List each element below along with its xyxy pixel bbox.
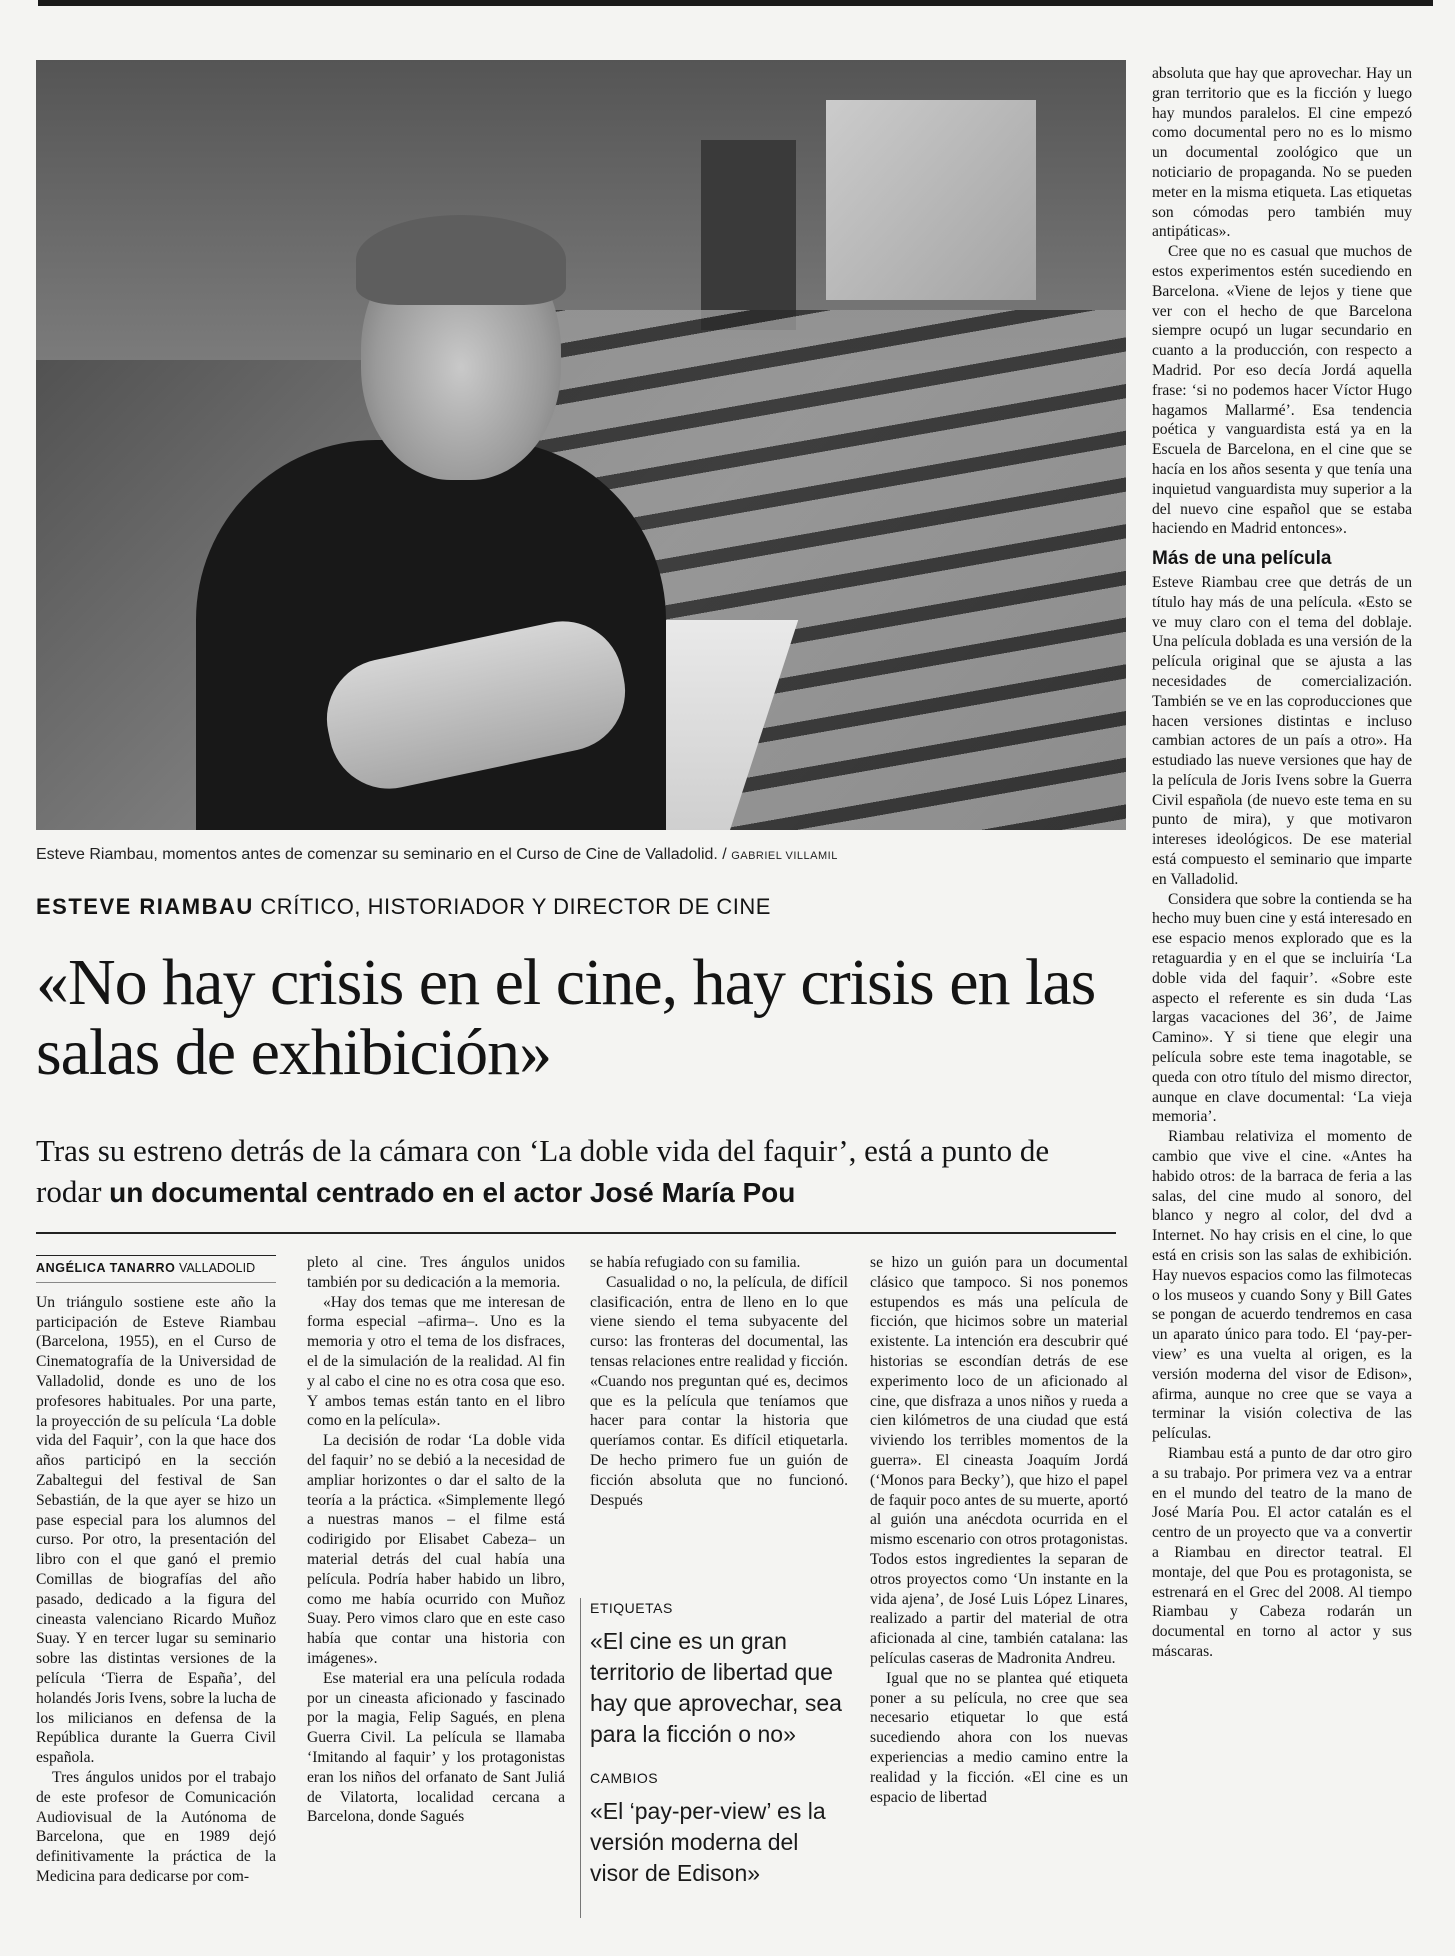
headline: «No hay crisis en el cine, hay crisis en las salas de exhibición» bbox=[36, 946, 1096, 1089]
paragraph: absoluta que hay que aprovechar. Hay un gran territorio que es la ficción y luego hay mundos paralelos. El cine empezó como documental pero no es lo mismo un documental zoológico que un noticiario de propaganda. No se pueden meter en la misma etiqueta. Las etiquetas son cómodas pero también muy antipáticas». bbox=[1152, 65, 1412, 241]
top-rule bbox=[38, 0, 1433, 6]
paragraph: Cree que no es casual que muchos de estos experimentos estén sucediendo en Barcelona. «Viene de lejos y tiene que ver con el hecho de que Barcelona siempre ocupó un lugar secundario en cuanto a la producción, con respecto a Madrid. Por eso decía Jordá aquella frase: ‘si no podemos hacer Víctor Hugo hagamos Mallarmé’. Esa tendencia poética y vanguardista está ya en la Escuela de Barcelona, en el cine que se hacía en los años sesenta y que tenía una inquietud vanguardista muy superior a la del nuevo cine español que se estaba haciendo en Madrid entonces». bbox=[1152, 243, 1412, 538]
kicker-role: CRÍTICO, HISTORIADOR Y DIRECTOR DE CINE bbox=[260, 894, 771, 919]
paragraph: pleto al cine. Tres ángulos unidos también por su dedicación a la memoria. bbox=[307, 1254, 565, 1291]
paragraph: se había refugiado con su familia. bbox=[590, 1254, 801, 1271]
photo-caption bbox=[36, 846, 1136, 864]
article-photo bbox=[36, 60, 1126, 830]
kicker bbox=[36, 894, 1136, 920]
photo-caption-text: Esteve Riambau, momentos antes de comenzar su seminario en el Curso de Cine de Valladolid. / bbox=[36, 846, 727, 863]
column-1 bbox=[36, 1255, 276, 1887]
column-5 bbox=[1152, 64, 1412, 1662]
kicker-name: ESTEVE RIAMBAU bbox=[36, 894, 254, 919]
subheadline bbox=[36, 1130, 1116, 1213]
paragraph: Considera que sobre la contienda se ha hecho muy buen cine y está interesado en ese espacio menos explorado que es la retaguardia y en el que se incluiría ‘La doble vida del faquir’. «Sobre este aspecto el referente es sin duda ‘Las largas vacaciones del 36’, de Jaime Camino». Y si tiene que elegir una película sobre este tema inagotable, se queda con otro título del mismo director, aunque en clave documental: ‘La vieja memoria’. bbox=[1152, 890, 1412, 1126]
paragraph: La decisión de rodar ‘La doble vida del faquir’ no se debió a la necesidad de ampliar horizontes o dar el salto de la teoría a la práctica. «Simplemente llegó a nuestras manos – el filme está codirigido por Elisabet Cabeza– un material detrás del cual había una película. Podría haber habido un libro, como me había ocurrido con Muñoz Suay. Pero vimos claro que en este caso había que contar una historia con imágenes». bbox=[307, 1432, 565, 1667]
paragraph: Esteve Riambau cree que detrás de un título hay más de una película. «Esto se ve muy claro con el tema del doblaje. Una película doblada es una versión de la película original que se ajusta a las necesidades de comercialización. También se ve en las coproducciones que hacen versiones distintas e incluso cambian actores de un país a otro». Ha estudiado las nueve versiones que hay de la película de Joris Ivens sobre la Guerra Civil española (de nuevo este tema en su punto de mira), y que motivaron intereses ideológicos. De ese material está compuesto el seminario que imparte en Valladolid. bbox=[1152, 573, 1412, 888]
byline bbox=[36, 1255, 276, 1283]
column-2 bbox=[307, 1253, 565, 1827]
pull-quotes bbox=[590, 1598, 848, 1909]
byline-place: VALLADOLID bbox=[178, 1261, 256, 1275]
paragraph: Ese material era una película rodada por un cineasta aficionado y fascinado por la magia, Felip Sagués, en plena Guerra Civil. La película se llamaba ‘Imitando al faquir’ y los protagonistas eran los niños del orfanato de Sant Juliá de Vilatorta, localidad cercana a Barcelona, donde Sagués bbox=[307, 1669, 565, 1826]
photo-person bbox=[126, 210, 606, 830]
paragraph: Riambau está a punto de dar otro giro a su trabajo. Por primera vez va a entrar en el mundo del teatro de la mano de José María Pou. El actor catalán es el centro de un proyecto que va a convertir a Riambau en director teatral. El montaje, del que Pou es protagonista, se estrenará en el Grec del 2008. Al tiempo Riambau y Cabeza rodarán un documental en torno al actor y sus máscaras. bbox=[1152, 1444, 1412, 1660]
photo-projection-screen bbox=[826, 100, 1036, 300]
paragraph: «Hay dos temas que me interesan de forma especial –afirma–. Uno es la memoria y otro el tema de los disfraces, el de la simulación de la realidad. Al fin y al cabo el cine no es otra cosa que eso. Y ambos temas están tanto en el libro como en la película». bbox=[307, 1293, 565, 1430]
paragraph: Riambau relativiza el momento de cambio que vive el cine. «Antes ha habido otros: de la barraca de feria a las salas, del cine mudo al sonoro, del blanco y negro al color, del dvd a Internet. No hay crisis en el cine, lo que está en crisis son las salas de exhibición. Hay nuevos espacios como las filmotecas o los museos y cuando Sony y Bill Gates se pongan de acuerdo tendremos en casa un aparato único para todo. El ‘pay-per-view’ es una vuelta al origen, es la versión moderna del visor de Edison», afirma, aunque no cree que se vaya a terminar la visión colectiva de las películas. bbox=[1152, 1128, 1412, 1443]
section-subtitle: Más de una película bbox=[1152, 548, 1332, 570]
photo-door bbox=[701, 140, 796, 330]
pull-quote-text: «El cine es un gran territorio de libertad que hay que aprovechar, sea para la ficción o no» bbox=[590, 1628, 842, 1747]
photo-person-hair bbox=[356, 215, 566, 305]
paragraph: Tres ángulos unidos por el trabajo de este profesor de Comunicación Audiovisual de la Autónoma de Barcelona, que en 1989 dejó definitivamente la práctica de la Medicina para dedicarse por com- bbox=[36, 1768, 276, 1885]
paragraph: Casualidad o no, la película, de difícil clasificación, entra de lleno en lo que viene siendo el tema subyacente del curso: las fronteras del documental, las tensas relaciones entre realidad y ficción. «Cuando nos preguntan qué es, decimos que es la película que teníamos que hacer para contar la historia que queríamos contar. Es difícil etiquetarla. De hecho primero fue un guión de ficción absoluta que no funcionó. Después bbox=[590, 1273, 848, 1509]
paragraph: Igual que no se plantea qué etiqueta poner a su película, no cree que sea necesario etiquetar lo que está sucediendo ahora con los nuevas experiencias a medio camino entre la realidad y la ficción. «El cine es un espacio de libertad bbox=[870, 1669, 1128, 1806]
paragraph: se hizo un guión para un documental clásico que tampoco. Si nos ponemos estupendos es más una película de ficción, que hicimos sobre un material existente. La intención era descubrir qué historias se escondían detrás de ese experimento loco de un aficionado al cine, que disfraza a unos niños y rueda a cien kilómetros de una ciudad que está viviendo los terribles momentos de la guerra». El cineasta Joaquím Jordá (‘Monos para Becky’), que hizo el papel de faquir poco antes de su muerte, aportó al guión una anécdota ocurrida en el mismo escenario con otros protagonistas. Todos estos ingredientes la separan de otros proyectos como ‘Un instante en la vida ajena’, de José Luis López Linares, realizado a partir del material de otra aficionada al cine, también catalana: las películas caseras de Madronita Andreu. bbox=[870, 1254, 1128, 1667]
column-3 bbox=[590, 1253, 848, 1510]
pull-quote-label: CAMBIOS bbox=[590, 1770, 659, 1786]
subheadline-normal: Tras su estreno detrás de la cámara con ‘La doble vida del faquir’, está a punto de rodar bbox=[36, 1133, 1050, 1209]
pull-quote-text: «El ‘pay-per-view’ es la versión moderna del visor de Edison» bbox=[590, 1798, 826, 1886]
subheadline-bold: un documental centrado en el actor José María Pou bbox=[109, 1177, 796, 1208]
subheadline-rule bbox=[36, 1232, 1116, 1234]
pull-quote-rule bbox=[580, 1598, 581, 1918]
paragraph: Un triángulo sostiene este año la participación de Esteve Riambau (Barcelona, 1955), en el Curso de Cinematografía de la Universidad de Valladolid, donde es uno de los profesores habituales. Por una parte, la proyección de su película ‘La doble vida del Faquir’, con la que hace dos años participó en la sección Zabaltegui del festival de San Sebastián, de la que ayer se hizo un pase especial para los alumnos del curso. Por otro, la presentación del libro con el que ganó el premio Comillas de biografías del año pasado, dedicado a la figura del cineasta valenciano Ricardo Muñoz Suay. Y en tercer lugar su seminario sobre las distintas versiones de la película ‘Tierra de España’, del holandés Joris Ivens, sobre la lucha de los milicianos en defensa de la República durante la Guerra Civil española. bbox=[36, 1293, 276, 1767]
column-4 bbox=[870, 1253, 1128, 1807]
pull-quote-label: ETIQUETAS bbox=[590, 1600, 673, 1616]
byline-author: ANGÉLICA TANARRO bbox=[36, 1261, 176, 1275]
photo-credit: GABRIEL VILLAMIL bbox=[731, 850, 838, 862]
